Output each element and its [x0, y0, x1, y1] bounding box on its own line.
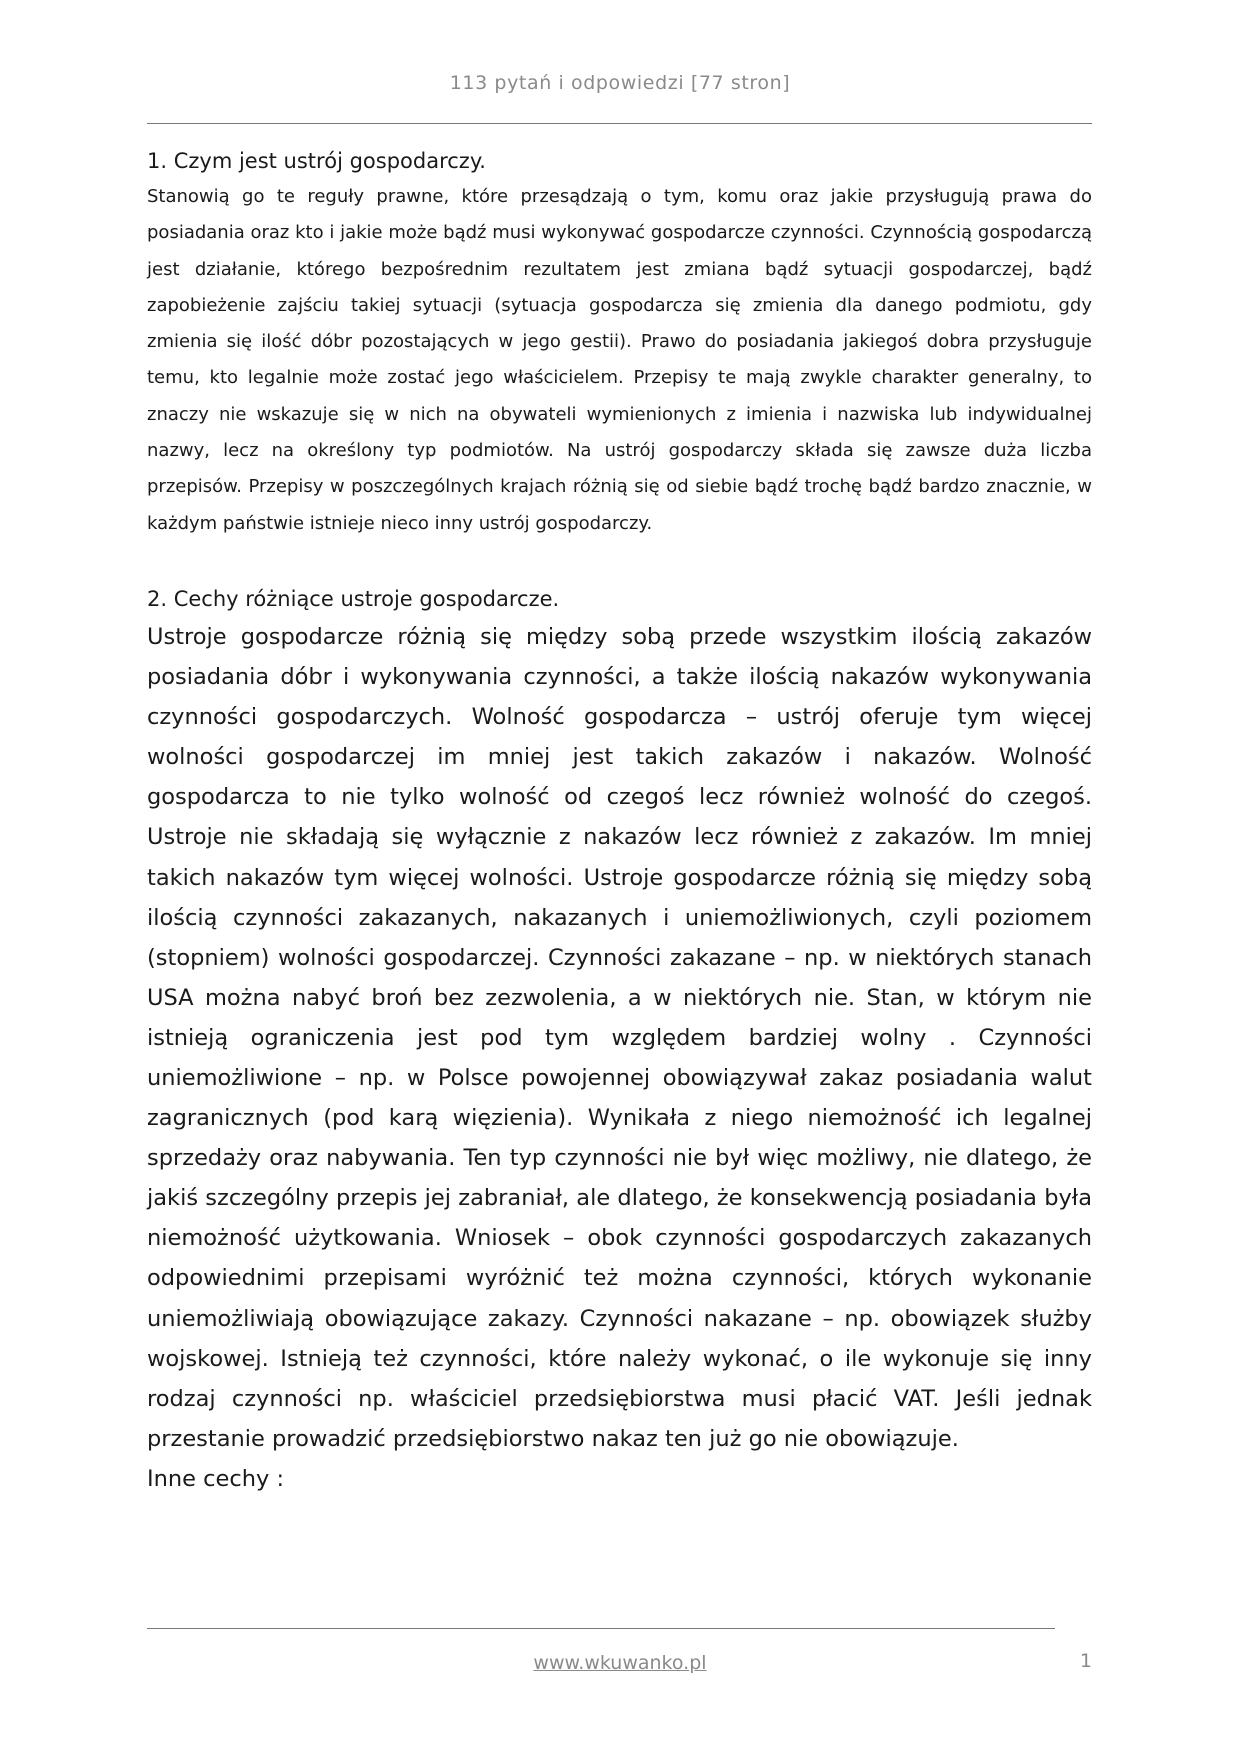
section-2-subheading: Inne cechy : — [147, 1465, 285, 1492]
section-2-paragraph: Ustroje gospodarcze różnią się między sobą przede wszystkim ilością zakazów posiadania dóbr i wykonywania czynności, a także ilością nakazów wykonywania czynności gospodarczych. Wolność gospodarcza – ustrój oferuje tym więcej wolności gospodarczej im mniej jest takich zakazów i nakazów. Wolność gospodarcza to nie tylko wolność od czegoś lecz również wolność do czegoś. Ustroje nie składają się wyłącznie z nakazów lecz również z zakazów. Im mniej takich nakazów tym więcej wolności. Ustroje gospodarcze różnią się między sobą ilością czynności zakazanych, nakazanych i uniemożliwionych, czyli poziomem (stopniem) wolności gospodarczej. Czynności zakazane – np. w niektórych stanach USA można nabyć broń bez zezwolenia, a w niektórych nie. Stan, w którym nie istnieją ograniczenia jest pod tym względem bardziej wolny . Czynności uniemożliwione – np. w Polsce powojennej obowiązywał zakaz posiadania walut zagranicznych (pod karą więzienia). Wynikała z niego niemożność ich legalnej sprzedaży oraz nabywania. Ten typ czynności nie był więc możliwy, nie dlatego, że jakiś szczególny przepis jej zabraniał, ale dlatego, że konsekwencją posiadania była niemożność użytkowania. Wniosek – obok czynności gospodarczych zakazanych odpowiednimi przepisami wyróżnić też można czynności, których wykonanie uniemożliwiają obowiązujące zakazy. Czynności nakazane – np. obowiązek służby wojskowej. Istnieją też czynności, które należy wykonać, o ile wykonuje się inny rodzaj czynności np. właściciel przedsiębiorstwa musi płacić VAT. Jeśli jednak przestanie prowadzić przedsiębiorstwo nakaz ten już go nie obowiązuje. — [147, 623, 1092, 1452]
header-divider — [147, 123, 1092, 124]
section-2-heading: 2. Cechy różniące ustroje gospodarcze. — [147, 586, 560, 611]
document-body — [147, 146, 1092, 1499]
page-header-title: 113 pytań i odpowiedzi [77 stron] — [449, 72, 791, 94]
footer-divider — [147, 1628, 1055, 1629]
page-number: 1 — [1079, 1650, 1092, 1672]
section-1-paragraph: Stanowią go te reguły prawne, które przesądzają o tym, komu oraz jakie przysługują prawa do posiadania oraz kto i jakie może bądź musi wykonywać gospodarcze czynności. Czynnością gospodarczą jest działanie, którego bezpośrednim rezultatem jest zmiana bądź sytuacji gospodarczej, bądź zapobieżenie zajściu takiej sytuacji (sytuacja gospodarcza się zmienia dla danego podmiotu, gdy zmienia się ilość dóbr pozostających w jego gestii). Prawo do posiadania jakiegoś dobra przysługuje temu, kto legalnie może zostać jego właścicielem. Przepisy te mają zwykle charakter generalny, to znaczy nie wskazuje się w nich na obywateli wymienionych z imienia i nazwiska lub indywidualnej nazwy, lecz na określony typ podmiotów. Na ustrój gospodarczy składa się zawsze duża liczba przepisów. Przepisy w poszczególnych krajach różnią się od siebie bądź trochę bądź bardzo znacznie, w każdym państwie istnieje nieco inny ustrój gospodarczy. — [147, 186, 1092, 534]
section-1-heading: 1. Czym jest ustrój gospodarczy. — [147, 149, 486, 173]
footer-website-link[interactable]: www.wkuwanko.pl — [533, 1652, 707, 1674]
